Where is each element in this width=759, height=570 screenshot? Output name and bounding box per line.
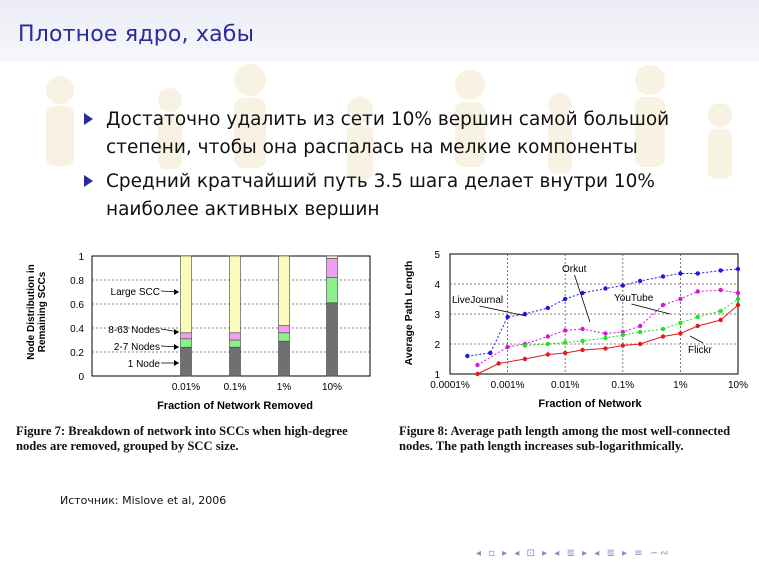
y-axis-label: Average Path Length <box>403 260 415 366</box>
bar-segment <box>327 256 338 258</box>
bullet-triangle-icon <box>84 175 93 187</box>
data-point <box>678 321 682 325</box>
x-tick-label: 0.1% <box>611 380 635 391</box>
data-point <box>621 283 625 287</box>
data-point <box>603 336 607 340</box>
y-tick-label: 4 <box>434 280 440 291</box>
annotation-label: 2-7 Nodes <box>113 342 160 353</box>
y-tick-label: 1 <box>434 370 440 381</box>
data-point <box>661 303 665 307</box>
y-tick-label: 1 <box>78 252 84 263</box>
data-point <box>475 372 479 376</box>
data-point <box>563 328 567 332</box>
data-point <box>580 327 584 331</box>
x-tick-label: 1% <box>276 382 292 393</box>
data-point <box>523 343 527 347</box>
x-tick-label: 0.01% <box>171 382 201 393</box>
data-point <box>523 357 527 361</box>
bar-segment <box>230 333 241 340</box>
bar-segment <box>230 340 241 347</box>
bar-segment <box>181 347 192 376</box>
data-point <box>638 279 642 283</box>
y-tick-label: 0.4 <box>70 324 84 335</box>
bullet-item <box>84 106 724 162</box>
data-point <box>678 331 682 335</box>
scc-breakdown-bar-chart <box>14 246 376 416</box>
y-tick-label: 0.2 <box>70 348 84 359</box>
annotation-label: 8-63 Nodes <box>108 325 160 336</box>
bar-segment <box>279 333 290 341</box>
x-tick-label: 10% <box>727 380 749 391</box>
title-bar <box>0 0 759 62</box>
data-point <box>718 318 722 322</box>
y-tick-label: 0.8 <box>70 276 84 287</box>
bullet-item <box>84 168 724 224</box>
bar-segment <box>181 333 192 339</box>
bullet-text: Средний кратчайший путь 3.5 шага делает внутри 10% наиболее активных вершин <box>106 171 656 220</box>
data-point <box>496 361 500 365</box>
data-point <box>603 331 607 335</box>
series-label: YouTube <box>614 293 654 304</box>
bar-segment <box>327 278 338 303</box>
x-axis-label: Fraction of Network <box>538 398 642 410</box>
y-tick-label: 0.6 <box>70 300 84 311</box>
data-point <box>696 324 700 328</box>
x-tick-label: 0.0001% <box>430 380 470 391</box>
y-tick-label: 3 <box>434 310 440 321</box>
data-point <box>696 315 700 319</box>
bar-segment <box>327 258 338 277</box>
data-point <box>603 286 607 290</box>
data-point <box>678 271 682 275</box>
data-point <box>736 303 740 307</box>
bar-segment <box>279 326 290 333</box>
series-label: Flickr <box>688 345 712 356</box>
data-point <box>580 339 584 343</box>
x-tick-label: 0.001% <box>490 380 525 391</box>
x-tick-label: 0.1% <box>223 382 247 393</box>
x-tick-label: 10% <box>321 382 343 393</box>
data-point <box>638 342 642 346</box>
data-point <box>546 342 550 346</box>
data-point <box>475 363 479 367</box>
data-point <box>736 297 740 301</box>
data-point <box>603 346 607 350</box>
data-point <box>505 315 509 319</box>
data-point <box>696 271 700 275</box>
data-point <box>546 334 550 338</box>
bullet-list <box>84 106 724 230</box>
y-tick-label: 0 <box>78 372 84 383</box>
data-point <box>563 351 567 355</box>
bullet-text: Достаточно удалить из сети 10% вершин самой большой степени, чтобы она распалась на мелкие компоненты <box>106 109 670 158</box>
bar-segment <box>230 256 241 333</box>
data-point <box>661 274 665 278</box>
caption-text: Average path length among the most well-connected nodes. The path length increases sub-logarithmically. <box>399 424 731 453</box>
data-point <box>638 330 642 334</box>
caption-text: Breakdown of network into SCCs when high-degree nodes are removed, grouped by SCC size. <box>16 424 348 453</box>
data-point <box>563 297 567 301</box>
data-point <box>505 345 509 349</box>
data-point <box>736 291 740 295</box>
data-point <box>580 348 584 352</box>
bar-segment <box>279 256 290 326</box>
bar-segment <box>181 339 192 347</box>
data-point <box>488 351 492 355</box>
series-label: Orkut <box>562 264 587 275</box>
data-point <box>563 340 567 344</box>
data-point <box>718 309 722 313</box>
data-point <box>718 288 722 292</box>
data-point <box>696 289 700 293</box>
bar-segment <box>279 341 290 376</box>
data-point <box>546 306 550 310</box>
data-point <box>621 343 625 347</box>
caption-lead: Figure 7: <box>16 424 66 438</box>
y-tick-label: 5 <box>434 250 440 261</box>
bar-segment <box>327 303 338 376</box>
source-note: Источник: Mislove et al, 2006 <box>60 494 227 507</box>
bullet-triangle-icon <box>84 113 93 125</box>
data-point <box>465 354 469 358</box>
data-point <box>661 327 665 331</box>
data-point <box>621 333 625 337</box>
slide-title: Плотное ядро, хабы <box>18 22 255 47</box>
data-point <box>678 297 682 301</box>
figure-8-caption <box>399 424 755 454</box>
data-point <box>638 324 642 328</box>
x-axis-label: Fraction of Network Removed <box>157 400 313 412</box>
data-point <box>661 334 665 338</box>
x-tick-label: 0.01% <box>551 380 580 391</box>
y-tick-label: 2 <box>434 340 440 351</box>
y-axis-label-line2: Remaining SCCs <box>37 271 48 353</box>
path-length-line-chart <box>400 246 755 416</box>
bar-segment <box>181 256 192 333</box>
figure-7-caption <box>16 424 372 454</box>
annotation-label: Large SCC <box>110 287 160 298</box>
annotation-label: 1 Node <box>127 359 160 370</box>
data-point <box>718 268 722 272</box>
x-tick-label: 1% <box>673 380 688 391</box>
y-axis-label-line1: Node Distribution in <box>26 264 37 360</box>
data-point <box>736 267 740 271</box>
caption-lead: Figure 8: <box>399 424 449 438</box>
bar-segment <box>230 347 241 376</box>
data-point <box>546 352 550 356</box>
series-label: LiveJournal <box>452 295 504 306</box>
beamer-navigation-symbols[interactable]: ◂ ▫ ▸ ◂ ⊡ ▸ ◂ ≣ ▸ ◂ ≣ ▸ ≡ ∽∾ <box>476 548 671 559</box>
